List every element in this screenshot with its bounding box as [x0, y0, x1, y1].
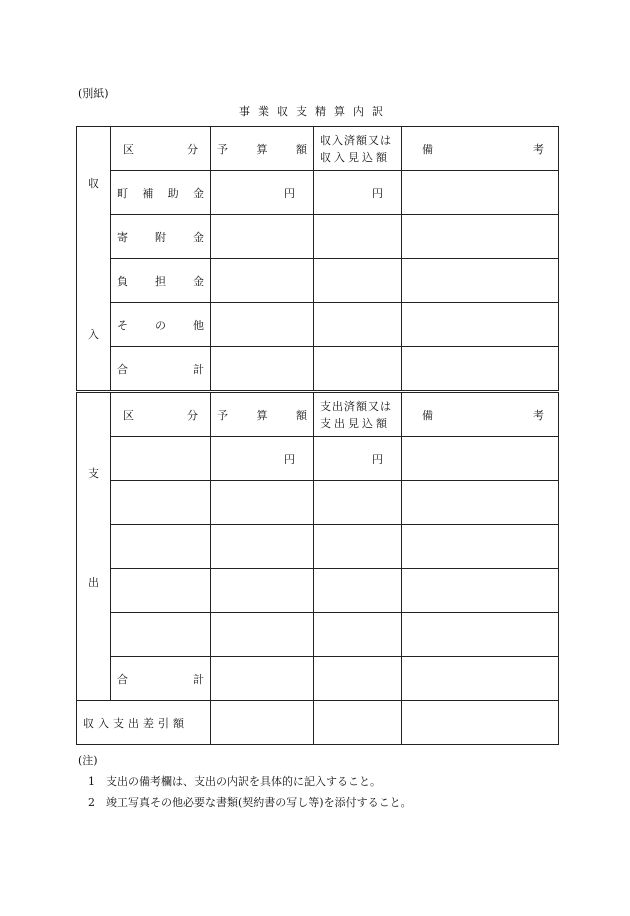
income-actual-cell[interactable] [314, 347, 402, 392]
document-title: 事業収支精算内訳 [239, 105, 391, 118]
expense-row [77, 569, 559, 613]
note-item-1: 1 支出の備考欄は、支出の内訳を具体的に記入すること。 [88, 775, 381, 788]
expense-category-cell[interactable] [111, 437, 211, 481]
income-header-budget: 予 算 額 [211, 127, 314, 171]
difference-budget-cell[interactable] [211, 701, 314, 745]
notes [78, 750, 412, 813]
expense-budget-cell[interactable] [211, 569, 314, 613]
expense-budget-cell[interactable]: 円 [211, 437, 314, 481]
expense-side-top: 支 [88, 467, 99, 480]
income-header-actual: 収入済額又は 収入見込額 [314, 127, 402, 171]
settlement-table [76, 126, 559, 745]
income-budget-cell[interactable]: 円 [211, 171, 314, 215]
expense-header-budget: 予 算 額 [211, 392, 314, 437]
income-label-other: そ の 他 [111, 303, 211, 347]
expense-budget-cell[interactable] [211, 613, 314, 657]
expense-budget-cell[interactable] [211, 525, 314, 569]
income-remarks-cell[interactable] [402, 171, 559, 215]
expense-actual-cell[interactable] [314, 613, 402, 657]
income-side-bottom: 入 [88, 328, 99, 341]
expense-actual-cell[interactable] [314, 525, 402, 569]
expense-side-label [77, 392, 111, 701]
income-side-top: 収 [88, 177, 99, 190]
income-remarks-cell[interactable] [402, 347, 559, 392]
income-remarks-cell[interactable] [402, 303, 559, 347]
expense-label-total: 合 計 [111, 657, 211, 701]
difference-actual-cell[interactable] [314, 701, 402, 745]
expense-row [77, 525, 559, 569]
expense-budget-cell[interactable] [211, 657, 314, 701]
expense-category-cell[interactable] [111, 613, 211, 657]
income-budget-cell[interactable] [211, 347, 314, 392]
expense-row-total [77, 657, 559, 701]
expense-remarks-cell[interactable] [402, 437, 559, 481]
income-label-total: 合 計 [111, 347, 211, 392]
expense-header-category: 区 分 [111, 392, 211, 437]
income-side-label [77, 127, 111, 392]
income-header-remarks: 備 考 [402, 127, 559, 171]
expense-row [77, 437, 559, 481]
income-label-contribution: 負 担 金 [111, 259, 211, 303]
expense-category-cell[interactable] [111, 481, 211, 525]
income-header-category: 区 分 [111, 127, 211, 171]
note-item-2: 2 竣工写真その他必要な書類(契約書の写し等)を添付すること。 [88, 796, 412, 809]
income-label-subsidy: 町 補 助 金 [111, 171, 211, 215]
income-row-total [77, 347, 559, 392]
income-row-contribution [77, 259, 559, 303]
expense-row [77, 481, 559, 525]
attachment-label: (別紙) [78, 87, 109, 100]
expense-side-bottom: 出 [88, 576, 99, 589]
income-actual-cell[interactable]: 円 [314, 171, 402, 215]
expense-actual-cell[interactable] [314, 657, 402, 701]
expense-actual-cell[interactable]: 円 [314, 437, 402, 481]
income-actual-cell[interactable] [314, 303, 402, 347]
income-remarks-cell[interactable] [402, 215, 559, 259]
expense-remarks-cell[interactable] [402, 613, 559, 657]
difference-row [77, 701, 559, 745]
expense-remarks-cell[interactable] [402, 525, 559, 569]
expense-actual-cell[interactable] [314, 481, 402, 525]
expense-remarks-cell[interactable] [402, 481, 559, 525]
income-actual-cell[interactable] [314, 259, 402, 303]
expense-header-row [77, 392, 559, 437]
income-row-donation [77, 215, 559, 259]
expense-header-remarks: 備 考 [402, 392, 559, 437]
income-row-subsidy [77, 171, 559, 215]
expense-row [77, 613, 559, 657]
income-row-other [77, 303, 559, 347]
difference-label: 収入支出差引額 [77, 701, 211, 745]
expense-header-actual: 支出済額又は 支出見込額 [314, 392, 402, 437]
expense-actual-cell[interactable] [314, 569, 402, 613]
income-header-row [77, 127, 559, 171]
difference-remarks-cell[interactable] [402, 701, 559, 745]
income-budget-cell[interactable] [211, 215, 314, 259]
income-actual-cell[interactable] [314, 215, 402, 259]
notes-heading: (注) [78, 754, 98, 767]
expense-remarks-cell[interactable] [402, 657, 559, 701]
income-budget-cell[interactable] [211, 259, 314, 303]
expense-remarks-cell[interactable] [402, 569, 559, 613]
expense-budget-cell[interactable] [211, 481, 314, 525]
income-remarks-cell[interactable] [402, 259, 559, 303]
expense-category-cell[interactable] [111, 525, 211, 569]
expense-category-cell[interactable] [111, 569, 211, 613]
income-budget-cell[interactable] [211, 303, 314, 347]
income-label-donation: 寄 附 金 [111, 215, 211, 259]
